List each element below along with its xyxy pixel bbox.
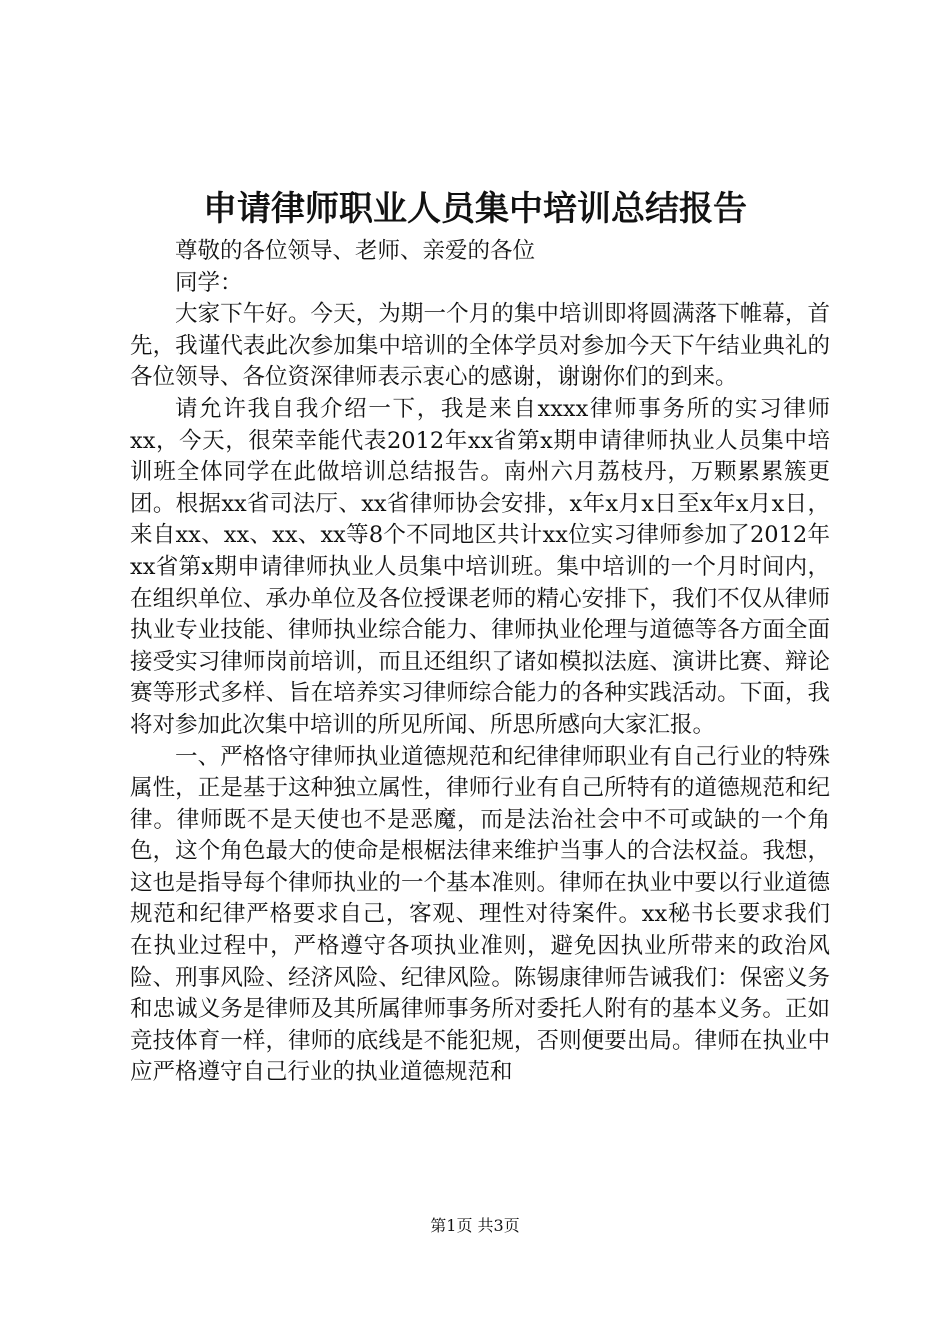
paragraph-3: 一、严格恪守律师执业道德规范和纪律律师职业有自己行业的特殊属性，正是基于这种独立属性，律师行业有自己所特有的道德规范和纪律。律师既不是天使也不是恶魔，而是法治社会中不可或缺的一个角色，这个角色最大的使命是根椐法律来维护当事人的合法权益。我想，这也是指导每个律师执业的一个基本准则。律师在执业中要以行业道德规范和纪律严格要求自己，客观、理性对待案件。xx秘书长要求我们在执业过程中，严格遵守各项执业准则，避免因执业所带来的政治风险、刑事风险、经济风险、纪律风险。陈锡康律师告诫我们：保密义务和忠诚义务是律师及其所属律师事务所对委托人附有的基本义务。正如竞技体育一样，律师的底线是不能犯规，否则便要出局。律师在执业中应严格遵守自己行业的执业道德规范和 bbox=[130, 743, 830, 1086]
document-body bbox=[130, 236, 830, 1089]
paragraph-2: 请允许我自我介绍一下，我是来自xxxx律师事务所的实习律师xx，今天，很荣幸能代表2012年xx省第x期申请律师执业人员集中培训班全体同学在此做培训总结报告。南州六月荔枝丹，万颗累累簇更团。根据xx省司法厅、xx省律师协会安排，x年x月x日至x年x月x日，来自xx、xx、xx、xx等8个不同地区共计xx位实习律师参加了2012年xx省第x期申请律师执业人员集中培训班。集中培训的一个月时间内，在组织单位、承办单位及各位授课老师的精心安排下，我们不仅从律师执业专业技能、律师执业综合能力、律师执业伦理与道德等各方面全面接受实习律师岗前培训，而且还组织了诸如模拟法庭、演讲比赛、辩论赛等形式多样、旨在培养实习律师综合能力的各种实践活动。下面，我将对参加此次集中培训的所见所闻、所思所感向大家汇报。 bbox=[130, 395, 830, 738]
document-title: 申请律师职业人员集中培训总结报告 bbox=[203, 189, 747, 229]
salutation-line-2: 同学： bbox=[175, 269, 243, 296]
paragraph-1: 大家下午好。今天，为期一个月的集中培训即将圆满落下帷幕，首先，我谨代表此次参加集中培训的全体学员对参加今天下午结业典礼的各位领导、各位资深律师表示衷心的感谢，谢谢你们的到来。 bbox=[130, 301, 830, 391]
salutation-line-1: 尊敬的各位领导、老师、亲爱的各位 bbox=[175, 238, 536, 264]
page-footer: 第1页 共3页 bbox=[430, 1216, 520, 1235]
